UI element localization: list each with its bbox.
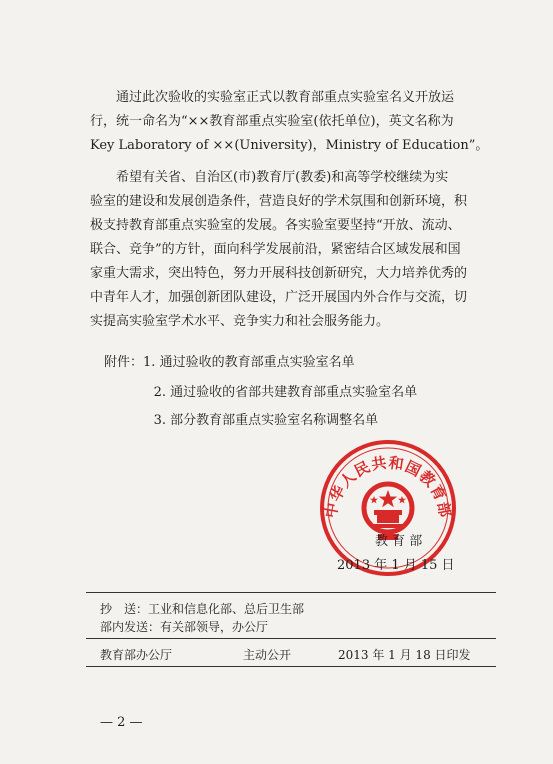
cc-recipients: 工业和信息化部、总后卫生部 [148,602,305,616]
attachment-title: 部分教育部重点实验室名称调整名单 [170,413,379,428]
internal-label: 部内发送： [100,620,161,634]
attachment-item [104,382,417,404]
issuing-office: 教育部办公厅 [100,648,173,662]
internal-distribution-line [100,618,268,635]
text-line: 验室的建设和发展创造条件，营造良好的学术氛围和创新环境，积 [90,194,468,209]
cc-label: 抄 送： [100,602,149,616]
attachment-number: 2. [153,385,166,400]
attachment-label: 附件： [104,355,144,370]
cc-line [100,600,304,617]
print-date: 2013 年 1 月 18 日印发 [338,648,471,662]
attachment-number: 1. [143,355,156,370]
seal-text: 中华人民共和国教育部 [321,453,455,520]
paragraph-naming [90,86,490,158]
text-line: Key Laboratory of ××(University)，Ministry of Education”。 [90,138,489,153]
attachment-title: 通过验收的教育部重点实验室名单 [159,355,355,370]
signing-organization: 教 育 部 [375,534,423,549]
signing-date: 2013 年 1 月 15 日 [337,558,455,573]
attachment-item [104,410,378,432]
text-line: 希望有关省、自治区(市)教育厅(教委)和高等学校继续为实 [116,170,449,185]
text-line: 中青年人才，加强创新团队建设，广泛开展国内外合作与交流，切 [90,290,468,305]
text-line: 实提高实验室学术水平、竞争实力和社会服务能力。 [90,314,390,329]
footer-bottom-rule [86,666,496,667]
internal-recipients: 有关部领导，办公厅 [160,620,269,634]
attachment-title: 通过验收的省部共建教育部重点实验室名单 [170,385,418,400]
attachment-item [104,352,355,374]
text-line: 家重大需求，突出特色，努力开展科技创新研究，大力培养优秀的 [90,266,468,281]
text-line: 行，统一命名为“××教育部重点实验室(依托单位)，英文名称为 [90,114,454,129]
footer-middle-rule [86,638,496,639]
page-number: — 2 — [100,715,143,730]
text-line: 联合、竞争”的方针，面向科学发展前沿，紧密结合区域发展和国 [90,242,461,257]
footer-top-rule [86,592,496,593]
attachment-number: 3. [153,413,166,428]
text-line: 通过此次验收的实验室正式以教育部重点实验室名义开放运 [116,90,455,105]
disclosure-status: 主动公开 [243,648,292,662]
text-line: 极支持教育部重点实验室的发展。各实验室要坚持“开放、流动、 [90,218,461,233]
paragraph-support [90,166,490,334]
